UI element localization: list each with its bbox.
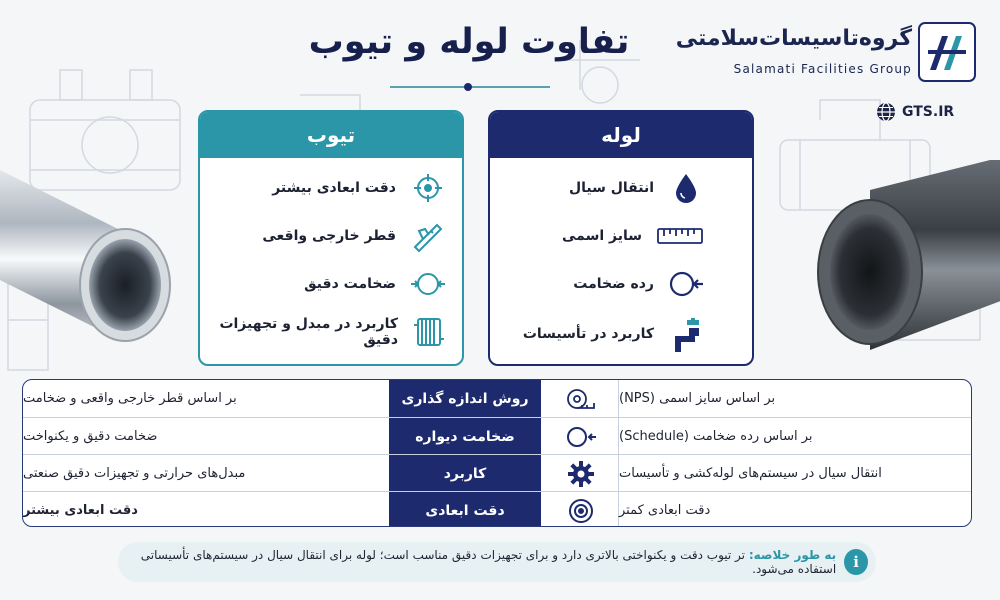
tube-feature-label: قطر خارجی واقعی <box>262 228 396 244</box>
comparison-table <box>22 379 972 527</box>
pipe-feature-label: انتقال سیال <box>568 180 654 196</box>
brand-name-fa: گروه‌تاسیسات‌سلامتی <box>675 26 912 51</box>
pipe-feature <box>490 170 752 206</box>
category-cell: روش اندازه گذاری <box>389 380 541 417</box>
pipe-feature-label: رده ضخامت <box>573 276 654 292</box>
table-row <box>23 491 972 527</box>
brand-name-en: Salamati Facilities Group <box>733 62 912 76</box>
globe-icon <box>876 102 896 122</box>
gear-icon <box>543 455 619 492</box>
droplet-icon <box>668 170 704 206</box>
category-cell: ضخامت دیواره <box>389 418 541 455</box>
pipe-image <box>800 160 1000 370</box>
tube-feature-label: ضخامت دقیق <box>304 276 396 292</box>
tube-feature <box>200 218 462 254</box>
website-text: GTS.IR <box>902 104 955 120</box>
pipe-feature <box>490 218 752 254</box>
tube-cell: بر اساس قطر خارجی واقعی و ضخامت <box>23 391 237 406</box>
pipe-cell: دقت ابعادی کمتر <box>619 503 711 518</box>
tape-measure-icon <box>543 380 619 417</box>
ruler-icon <box>656 218 704 254</box>
title-divider-dot <box>464 83 472 91</box>
info-icon: i <box>844 549 868 575</box>
heat-exchanger-icon <box>412 314 446 350</box>
category-cell: کاربرد <box>389 455 541 492</box>
crosshair-icon <box>410 170 446 206</box>
table-row <box>23 380 972 417</box>
tube-cell: ضخامت دقیق و یکنواخت <box>23 429 158 444</box>
pipe-feature <box>490 314 752 354</box>
pipe-cell: بر اساس رده ضخامت (Schedule) <box>619 429 813 444</box>
pipe-card <box>488 110 754 366</box>
table-row <box>23 417 972 454</box>
table-row <box>23 454 972 491</box>
tube-feature <box>200 266 462 302</box>
category-cell: دقت ابعادی <box>389 492 541 527</box>
tube-feature-label: دقت ابعادی بیشتر <box>272 180 396 196</box>
tube-image <box>0 150 210 360</box>
ring-arrow-icon <box>668 266 704 302</box>
tube-card <box>198 110 464 366</box>
ring-arrow-icon <box>543 418 619 455</box>
tube-feature <box>200 170 462 206</box>
logo-mark <box>918 22 976 82</box>
summary-body: تر تیوب دقت و یکنواختی بالاتری دارد و برای تجهیزات دقیق مناسب است؛ لوله برای انتقال سیال در سیستم‌های تأسیساتی استفاده می‌شود. <box>140 548 837 576</box>
tube-cell: مبدل‌های حرارتی و تجهیزات دقیق صنعتی <box>23 466 246 481</box>
summary-box <box>118 542 876 582</box>
ring-arrows-icon <box>410 266 446 302</box>
tube-card-title: تیوب <box>200 112 462 158</box>
pipe-feature-label: کاربرد در تأسیسات <box>522 326 654 342</box>
pipe-feature-label: سایز اسمی <box>562 228 642 244</box>
tube-cell: دقت ابعادی بیشتر <box>23 503 138 518</box>
pipe-cell: انتقال سیال در سیستم‌های لوله‌کشی و تأسیسات <box>619 466 882 481</box>
faucet-pipe-icon <box>668 316 704 352</box>
page-title: تفاوت لوله و تیوب <box>308 22 630 62</box>
summary-text <box>118 548 836 576</box>
tube-feature-label: کاربرد در مبدل و تجهیزات دقیق <box>219 316 398 348</box>
pipe-card-title: لوله <box>490 112 752 158</box>
target-icon <box>543 492 619 527</box>
summary-label: به طور خلاصه: <box>748 548 837 562</box>
caliper-icon <box>410 218 446 254</box>
pipe-feature <box>490 266 752 302</box>
pipe-cell: بر اساس سایز اسمی (NPS) <box>619 391 776 406</box>
website-link[interactable] <box>876 100 980 124</box>
tube-feature <box>200 314 462 350</box>
